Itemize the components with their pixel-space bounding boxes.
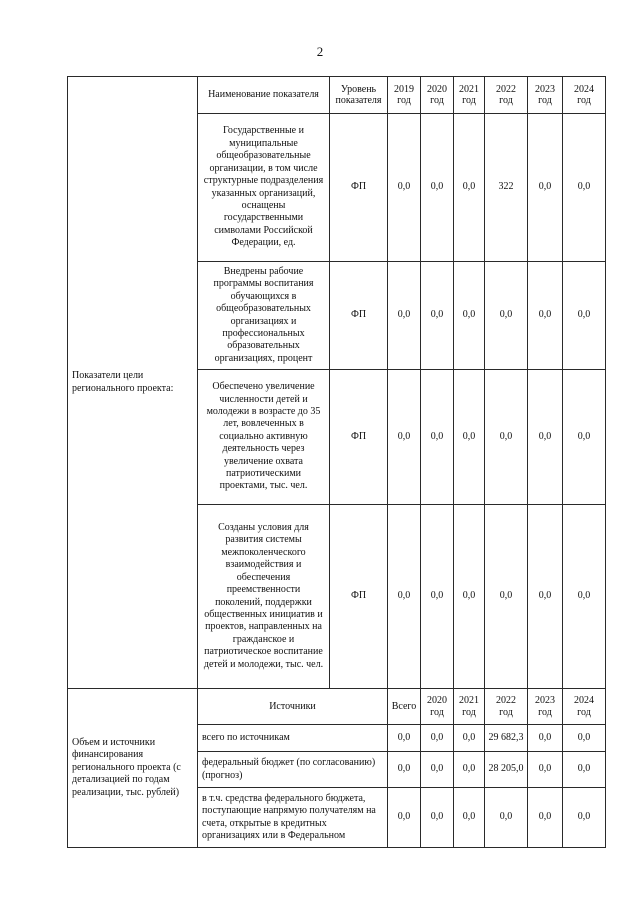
financing-header-row <box>68 689 606 725</box>
year-header-2022: 2022 год <box>485 77 528 114</box>
financing-value: 0,0 <box>563 788 606 848</box>
year-header-2024: 2024 год <box>563 689 606 725</box>
year-header-2023: 2023 год <box>528 77 563 114</box>
indicator-value: 0,0 <box>528 114 563 262</box>
source-name: всего по источникам <box>198 725 388 752</box>
indicator-value: 0,0 <box>421 370 454 505</box>
total-header: Всего <box>388 689 421 725</box>
indicator-value: 0,0 <box>528 505 563 689</box>
indicator-level-header: Уровень показателя <box>330 77 388 114</box>
indicator-value: 0,0 <box>388 505 421 689</box>
indicator-value: 0,0 <box>528 262 563 370</box>
financing-value: 0,0 <box>421 725 454 752</box>
indicator-value: 0,0 <box>563 370 606 505</box>
financing-value: 0,0 <box>454 788 485 848</box>
indicator-value: 0,0 <box>454 114 485 262</box>
financing-value: 0,0 <box>485 788 528 848</box>
indicator-name: Внедрены рабочие программы воспитания обучающихся в общеобразовательных организациях и профессиональных образовательных организациях, процент <box>198 262 330 370</box>
financing-value: 0,0 <box>421 788 454 848</box>
year-header-2019: 2019 год <box>388 77 421 114</box>
financing-value: 0,0 <box>528 752 563 788</box>
indicator-value: 0,0 <box>388 370 421 505</box>
indicator-level: ФП <box>330 370 388 505</box>
indicator-value: 0,0 <box>454 262 485 370</box>
year-header-2021: 2021 год <box>454 77 485 114</box>
financing-value: 0,0 <box>563 725 606 752</box>
financing-value: 0,0 <box>388 752 421 788</box>
goal-indicators-section-label: Показатели цели регионального проекта: <box>68 77 198 689</box>
year-header-2020: 2020 год <box>421 77 454 114</box>
indicator-value: 0,0 <box>563 262 606 370</box>
indicator-value: 0,0 <box>421 114 454 262</box>
indicator-value: 0,0 <box>454 370 485 505</box>
year-header-2021: 2021 год <box>454 689 485 725</box>
indicator-name: Созданы условия для развития системы межпоколенческого взаимодействия и обеспечения преемственности поколений, поддержки общественных инициатив и проектов, направленных на гражданское и патриотическое воспитание детей и молодежи, тыс. чел. <box>198 505 330 689</box>
financing-value: 0,0 <box>528 788 563 848</box>
indicator-value: 322 <box>485 114 528 262</box>
indicator-value: 0,0 <box>454 505 485 689</box>
sources-header: Источники <box>198 689 388 725</box>
financing-value: 0,0 <box>454 725 485 752</box>
indicator-value: 0,0 <box>388 114 421 262</box>
year-header-2023: 2023 год <box>528 689 563 725</box>
source-name: федеральный бюджет (по согласованию) (прогноз) <box>198 752 388 788</box>
year-header-2022: 2022 год <box>485 689 528 725</box>
financing-value: 0,0 <box>388 788 421 848</box>
financing-value: 28 205,0 <box>485 752 528 788</box>
financing-value: 0,0 <box>421 752 454 788</box>
indicator-level: ФП <box>330 505 388 689</box>
year-header-2020: 2020 год <box>421 689 454 725</box>
indicator-level: ФП <box>330 262 388 370</box>
indicator-value: 0,0 <box>388 262 421 370</box>
project-passport-table <box>67 76 606 848</box>
financing-value: 0,0 <box>454 752 485 788</box>
financing-value: 0,0 <box>388 725 421 752</box>
indicator-value: 0,0 <box>485 370 528 505</box>
financing-section-label: Объем и источники финансирования регионального проекта (с детализацией по годам реализации, тыс. рублей) <box>68 689 198 848</box>
source-name: в т.ч. средства федерального бюджета, поступающие напрямую получателям на счета, открытые в кредитных организациях или в Федеральном <box>198 788 388 848</box>
indicator-value: 0,0 <box>485 262 528 370</box>
indicator-value: 0,0 <box>421 262 454 370</box>
financing-value: 0,0 <box>563 752 606 788</box>
indicator-name: Государственные и муниципальные общеобразовательные организации, в том числе структурные подразделения указанных организаций, оснащены государственными символами Российской Федерации, ед. <box>198 114 330 262</box>
page-number: 2 <box>316 44 324 59</box>
goal-indicators-header-row <box>68 77 606 114</box>
indicator-value: 0,0 <box>421 505 454 689</box>
indicator-value: 0,0 <box>485 505 528 689</box>
year-header-2024: 2024 год <box>563 77 606 114</box>
indicator-value: 0,0 <box>528 370 563 505</box>
indicator-value: 0,0 <box>563 114 606 262</box>
financing-value: 0,0 <box>528 725 563 752</box>
indicator-name-header: Наименование показателя <box>198 77 330 114</box>
indicator-value: 0,0 <box>563 505 606 689</box>
indicator-name: Обеспечено увеличение численности детей и молодежи в возрасте до 35 лет, вовлеченных в социально активную деятельность через увеличение охвата патриотическими проектами, тыс. чел. <box>198 370 330 505</box>
indicator-level: ФП <box>330 114 388 262</box>
financing-value: 29 682,3 <box>485 725 528 752</box>
